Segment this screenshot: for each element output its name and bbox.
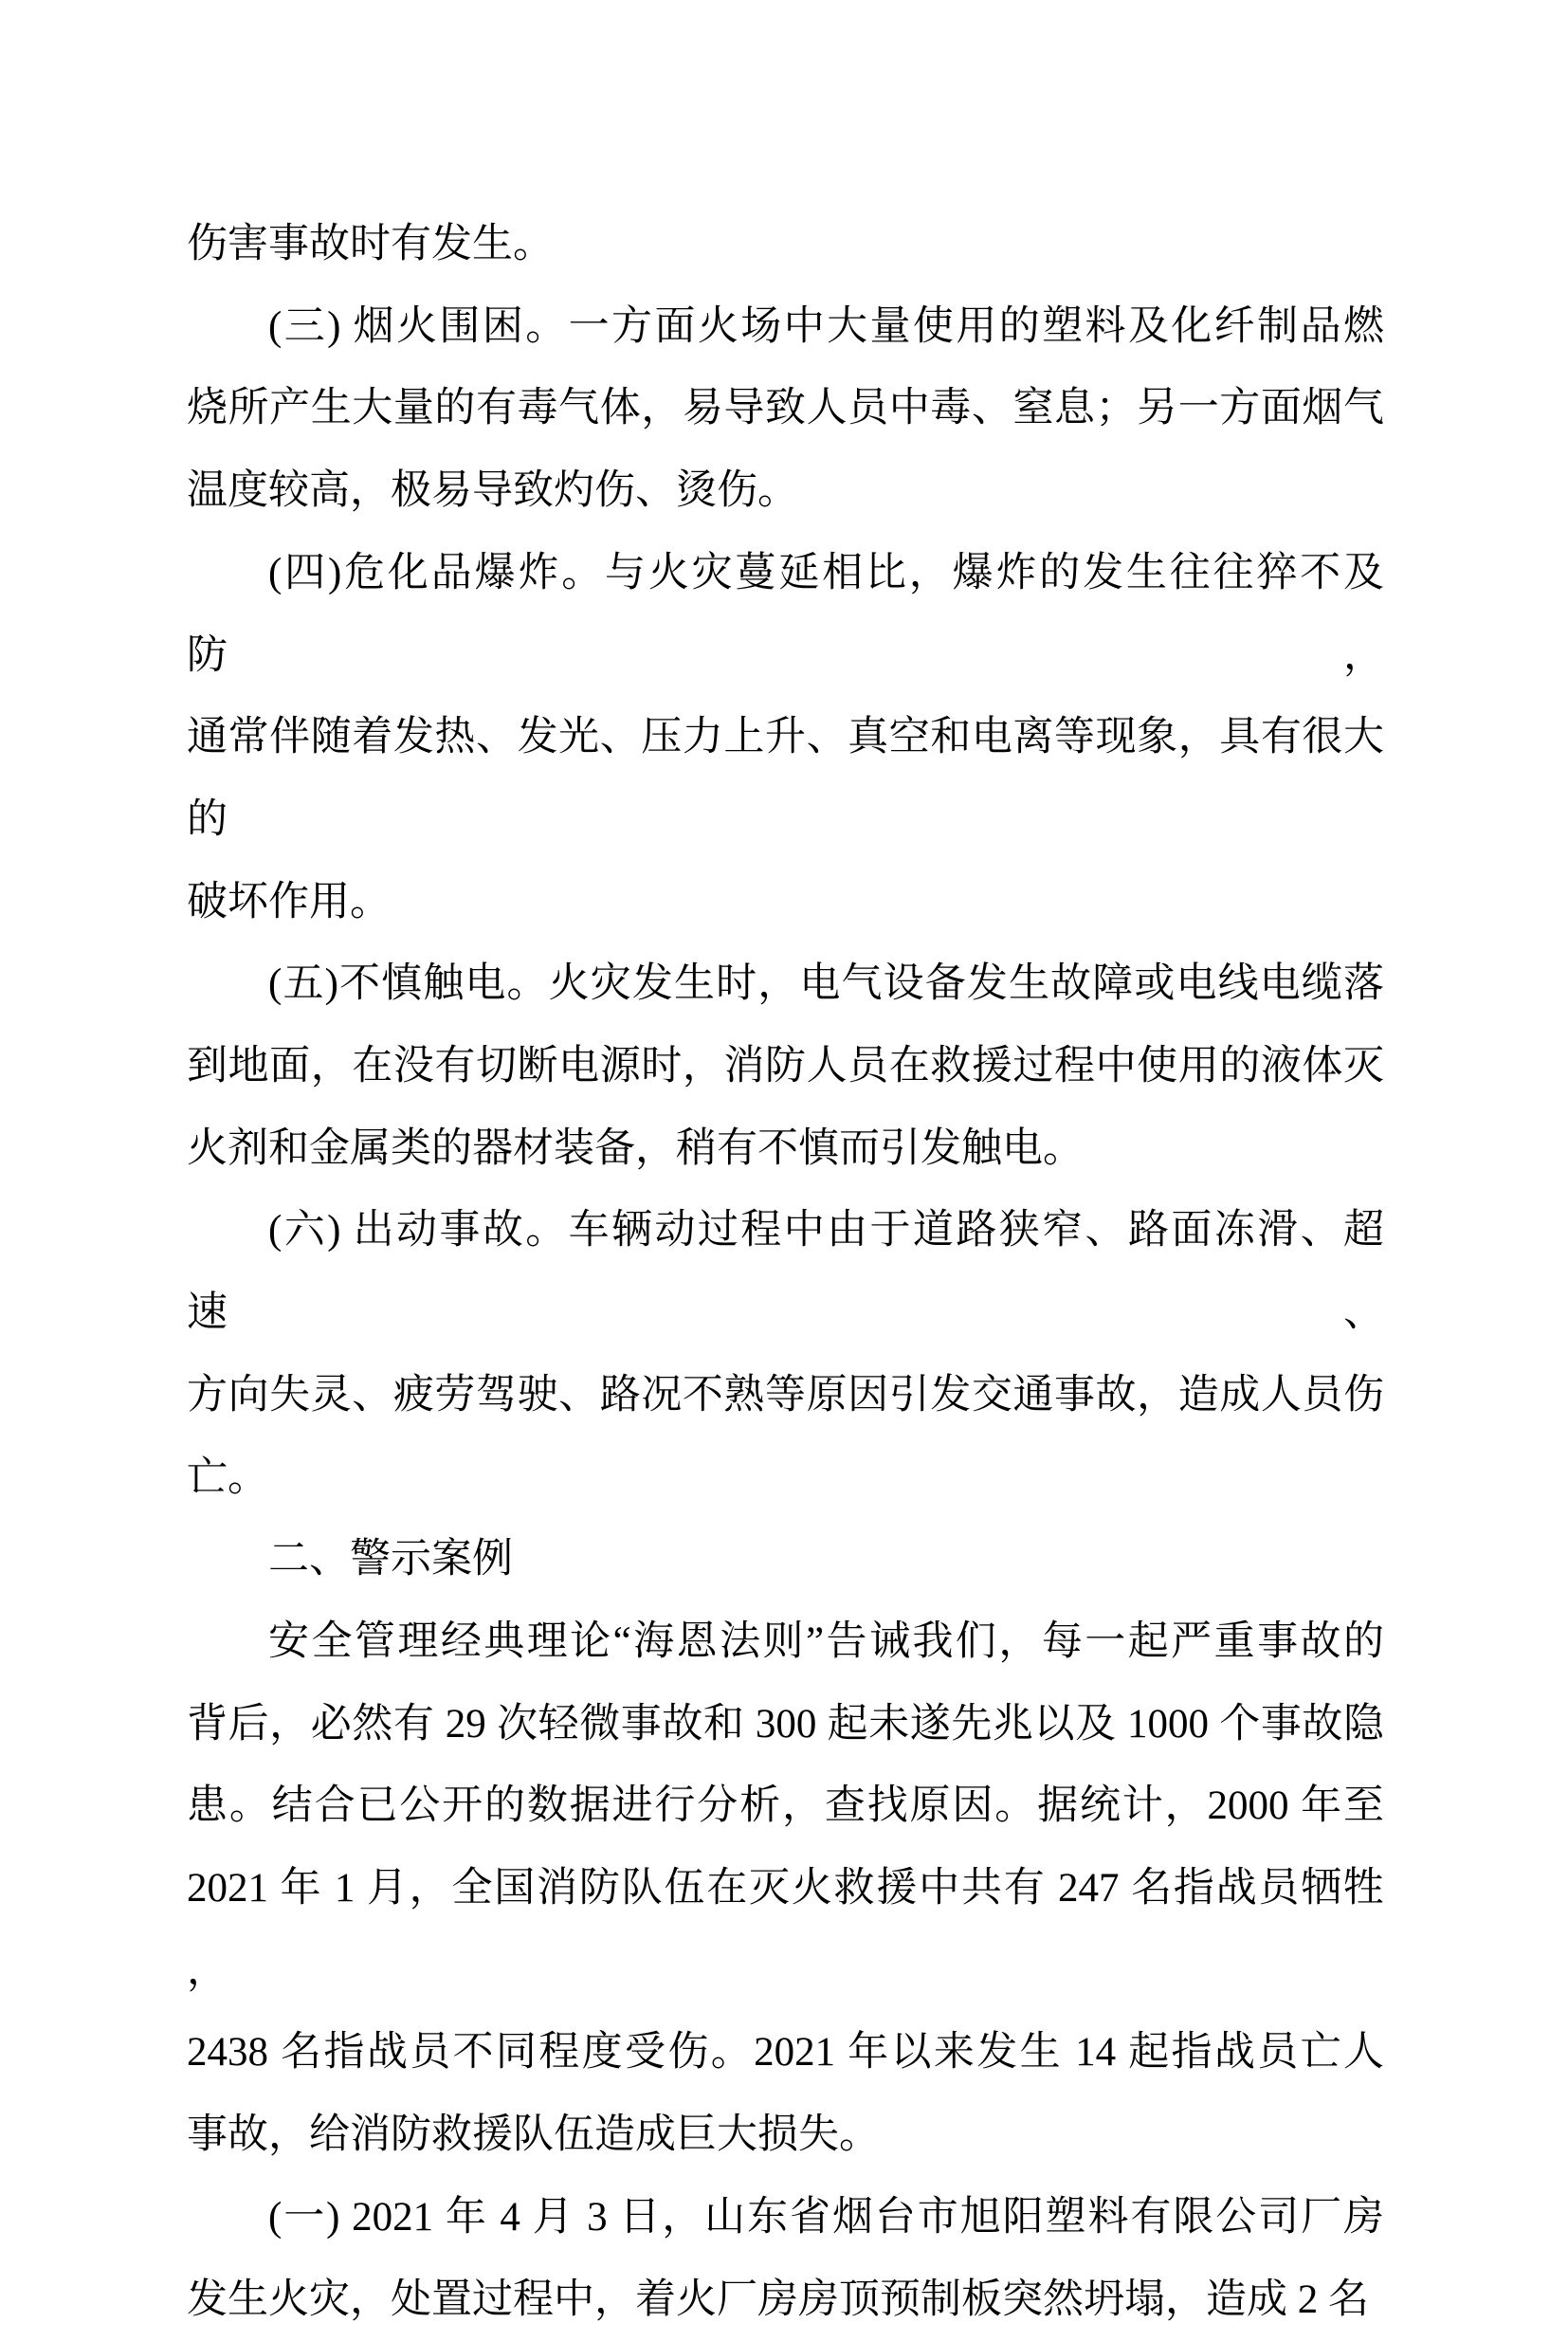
text-line: 方向失灵、疲劳驾驶、路况不熟等原因引发交通事故，造成人员伤 <box>187 1372 1384 1417</box>
text-line: 火剂和金属类的器材装备，稍有不慎而引发触电。 <box>187 1125 1084 1171</box>
text-line: (一) 2021 年 4 月 3 日，山东省烟台市旭阳塑料有限公司厂房 <box>268 2194 1384 2240</box>
text-line: (六) 出动事故。车辆动过程中由于道路狭窄、路面冻滑、超速、 <box>187 1208 1384 1336</box>
document-body <box>187 204 1384 2341</box>
paragraph <box>187 1601 1384 2177</box>
text-line: 2021 年 1 月，全国消防队伍在灭火救援中共有 247 名指战员牺牲 ， <box>187 1866 1384 1993</box>
paragraph <box>187 533 1384 944</box>
text-line: 安全管理经典理论“海恩法则”告诫我们，每一起严重事故的 <box>268 1619 1384 1664</box>
paragraph <box>187 943 1384 1190</box>
paragraph <box>187 204 1384 286</box>
text-line: 烧所产生大量的有毒气体，易导致人员中毒、窒息；另一方面烟气 <box>187 386 1384 431</box>
text-line: 到地面，在没有切断电源时，消防人员在救援过程中使用的液体灭 <box>187 1044 1384 1089</box>
paragraph <box>187 286 1384 533</box>
text-line: 背后，必然有 29 次轻微事故和 300 起未遂先兆以及 1000 个事故隐 <box>187 1701 1384 1747</box>
text-line: 通常伴随着发热、发光、压力上升、真空和电离等现象，具有很大的 <box>187 715 1384 842</box>
text-line: 发生火灾，处置过程中，着火厂房房顶预制板突然坍塌，造成 2 名 <box>187 2277 1369 2322</box>
section-heading <box>187 1519 1384 1601</box>
text-line: (三) 烟火围困。一方面火场中大量使用的塑料及化纤制品燃 <box>268 303 1384 349</box>
text-line: 伤害事故时有发生。 <box>187 222 554 266</box>
text-line: 温度较高，极易导致灼伤、烫伤。 <box>187 468 798 514</box>
text-line: 患。结合已公开的数据进行分析，查找原因。据统计，2000 年至 <box>187 1783 1384 1829</box>
text-line: 亡。 <box>187 1454 268 1500</box>
paragraph <box>187 2177 1384 2341</box>
text-line: 事故，给消防救援队伍造成巨大损失。 <box>187 2112 880 2158</box>
section-heading-line: 二、警示案例 <box>268 1537 513 1582</box>
text-line: (五)不慎触电。火灾发生时，电气设备发生故障或电线电缆落 <box>268 961 1384 1007</box>
text-line: (四)危化品爆炸。与火灾蔓延相比，爆炸的发生往往猝不及防， <box>187 550 1384 678</box>
text-line: 破坏作用。 <box>187 879 391 924</box>
paragraph <box>187 1190 1384 1519</box>
text-line: 2438 名指战员不同程度受伤。2021 年以来发生 14 起指战员亡人 <box>187 2030 1384 2076</box>
